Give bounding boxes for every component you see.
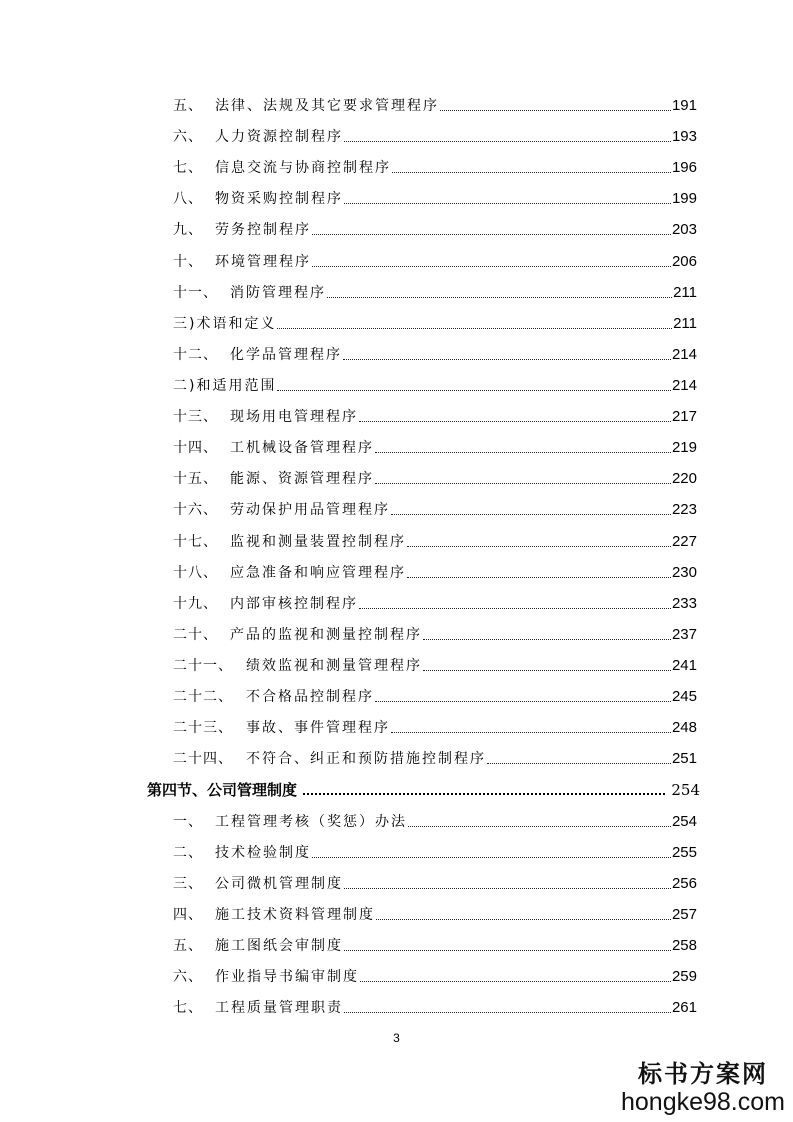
toc-entry-title: 作业指导书编审制度 — [215, 969, 359, 985]
toc-entry-title: 工机械设备管理程序 — [230, 440, 374, 456]
toc-entry-title: 技术检验制度 — [215, 845, 311, 861]
toc-entry-title: 工程质量管理职责 — [215, 1000, 343, 1016]
toc-entry-page: 259 — [671, 968, 697, 985]
toc-entry-number: 六、 — [173, 129, 203, 145]
toc-entry[interactable] — [173, 564, 697, 582]
toc-entry-number: 十八、 — [173, 565, 218, 581]
toc-entry-number: 二十二、 — [173, 689, 233, 705]
toc-entry-page: 211 — [673, 315, 697, 332]
toc-dot-leader — [423, 638, 671, 640]
toc-entry[interactable] — [173, 906, 697, 924]
toc-entry-title: 绩效监视和测量管理程序 — [246, 658, 422, 674]
toc-dot-leader — [303, 792, 665, 795]
toc-entry-title: 事故、事件管理程序 — [246, 720, 390, 736]
toc-entry[interactable] — [173, 159, 697, 177]
toc-entry-page: 254 — [671, 813, 697, 830]
toc-entry-title: 监视和测量装置控制程序 — [230, 534, 406, 550]
toc-entry-title: 不合格品控制程序 — [246, 689, 374, 705]
toc-entry-title: 能源、资源管理程序 — [230, 471, 374, 487]
toc-entry-title: 内部审核控制程序 — [230, 596, 358, 612]
toc-dot-leader — [360, 980, 671, 982]
toc-entry[interactable] — [173, 408, 697, 426]
toc-dot-leader — [376, 918, 671, 920]
toc-entry-number: 十九、 — [173, 596, 218, 612]
toc-entry-title: 第四节、公司管理制度 — [147, 781, 298, 799]
toc-entry-number: 二、 — [173, 845, 203, 861]
toc-entry-title: 现场用电管理程序 — [230, 409, 358, 425]
toc-entry-number: 八、 — [173, 191, 203, 207]
toc-entry-number: 二十四、 — [173, 751, 233, 767]
toc-dot-leader — [407, 545, 671, 547]
toc-entry-number: 七、 — [173, 160, 203, 176]
toc-entry-page: 193 — [671, 128, 697, 145]
toc-entry[interactable] — [173, 750, 697, 768]
toc-entry[interactable] — [147, 781, 700, 799]
toc-dot-leader — [344, 887, 671, 889]
toc-entry[interactable] — [173, 253, 697, 271]
toc-entry-page: 196 — [671, 159, 697, 176]
toc-entry-number: 一、 — [173, 814, 203, 830]
toc-dot-leader — [277, 389, 671, 391]
toc-entry-page: 227 — [671, 533, 697, 550]
toc-entry[interactable] — [173, 875, 697, 893]
toc-entry-number: 四、 — [173, 907, 203, 923]
toc-entry-number: 十五、 — [173, 471, 218, 487]
toc-entry-page: 214 — [671, 346, 697, 363]
toc-entry-page: 223 — [671, 501, 697, 518]
toc-entry-number: 十二、 — [173, 347, 218, 363]
toc-entry-page: 191 — [671, 97, 697, 114]
toc-entry[interactable] — [173, 719, 697, 737]
toc-entry-title: 化学品管理程序 — [230, 347, 342, 363]
toc-entry-page: 254 — [671, 781, 700, 799]
toc-entry-number: 二十三、 — [173, 720, 233, 736]
toc-entry-page: 199 — [671, 190, 697, 207]
toc-entry-title: 环境管理程序 — [215, 254, 311, 270]
toc-entry-number: 三、 — [173, 876, 203, 892]
site-watermark — [621, 1060, 785, 1116]
toc-dot-leader — [407, 576, 671, 578]
toc-entry-title: 人力资源控制程序 — [215, 129, 343, 145]
toc-entry-page: 241 — [671, 657, 697, 674]
toc-entry-title: 不符合、纠正和预防措施控制程序 — [246, 751, 486, 767]
toc-entry-number: 九、 — [173, 222, 203, 238]
toc-entry-title: 劳务控制程序 — [215, 222, 311, 238]
toc-entry-page: 203 — [671, 221, 697, 238]
toc-entry-page: 230 — [671, 564, 697, 581]
toc-entry[interactable] — [173, 190, 697, 208]
toc-dot-leader — [343, 358, 671, 360]
toc-entry-page: 255 — [671, 844, 697, 861]
toc-entry[interactable] — [173, 377, 697, 395]
toc-entry-number: 十、 — [173, 254, 203, 270]
toc-entry-page: 257 — [671, 906, 697, 923]
toc-entry-page: 220 — [671, 470, 697, 487]
toc-entry-title: 劳动保护用品管理程序 — [230, 502, 390, 518]
toc-entry-title: 消防管理程序 — [230, 285, 326, 301]
toc-entry-title: 应急准备和响应管理程序 — [230, 565, 406, 581]
toc-entry-number: 二十一、 — [173, 658, 233, 674]
toc-entry-title: 工程管理考核（奖惩）办法 — [215, 814, 407, 830]
toc-entry[interactable] — [173, 128, 697, 146]
toc-entry[interactable] — [173, 999, 697, 1017]
toc-entry-title: 三)术语和定义 — [173, 316, 277, 332]
toc-dot-leader — [391, 731, 671, 733]
toc-entry[interactable] — [173, 688, 697, 706]
toc-dot-leader — [312, 265, 671, 267]
toc-entry[interactable] — [173, 221, 697, 239]
toc-entry-title: 法律、法规及其它要求管理程序 — [215, 98, 439, 114]
toc-dot-leader — [359, 420, 671, 422]
page-number: 3 — [393, 1031, 400, 1045]
toc-entry[interactable] — [173, 595, 697, 613]
toc-dot-leader — [375, 482, 671, 484]
toc-dot-leader — [344, 202, 671, 204]
toc-entry[interactable] — [173, 501, 697, 519]
toc-dot-leader — [277, 327, 672, 329]
toc-entry-page: 237 — [671, 626, 697, 643]
toc-entry[interactable] — [173, 533, 697, 551]
toc-entry-number: 七、 — [173, 1000, 203, 1016]
toc-entry[interactable] — [173, 937, 697, 955]
toc-dot-leader — [359, 607, 671, 609]
toc-entry-page: 245 — [671, 688, 697, 705]
toc-dot-leader — [344, 1011, 671, 1013]
toc-entry-title: 施工图纸会审制度 — [215, 938, 343, 954]
toc-entry[interactable] — [173, 844, 697, 862]
toc-entry-page: 233 — [671, 595, 697, 612]
toc-entry-number: 十四、 — [173, 440, 218, 456]
toc-entry-page: 214 — [671, 377, 697, 394]
toc-entry-page: 251 — [671, 750, 697, 767]
toc-entry-title: 物资采购控制程序 — [215, 191, 343, 207]
toc-entry[interactable] — [173, 284, 697, 302]
toc-entry-title: 公司微机管理制度 — [215, 876, 343, 892]
toc-dot-leader — [487, 762, 671, 764]
toc-dot-leader — [423, 669, 671, 671]
toc-entry-page: 256 — [671, 875, 697, 892]
toc-entry[interactable] — [173, 657, 697, 675]
toc-dot-leader — [408, 825, 671, 827]
toc-entry-title: 二)和适用范围 — [173, 378, 277, 394]
toc-entry-number: 十一、 — [173, 285, 218, 301]
toc-entry[interactable] — [173, 470, 697, 488]
toc-entry-page: 248 — [671, 719, 697, 736]
watermark-url-text: hongke98.com — [620, 1088, 785, 1116]
toc-dot-leader — [375, 700, 671, 702]
toc-entry-page: 261 — [671, 999, 697, 1016]
toc-entry[interactable] — [173, 626, 697, 644]
toc-entry[interactable] — [173, 968, 697, 986]
toc-dot-leader — [312, 856, 671, 858]
toc-entry-page: 206 — [671, 253, 697, 270]
toc-dot-leader — [327, 296, 672, 298]
toc-entry-page: 219 — [671, 439, 697, 456]
toc-entry-number: 十六、 — [173, 502, 218, 518]
toc-entry[interactable] — [173, 346, 697, 364]
toc-entry[interactable] — [173, 813, 697, 831]
toc-dot-leader — [344, 140, 671, 142]
toc-dot-leader — [375, 451, 671, 453]
toc-entry-number: 六、 — [173, 969, 203, 985]
toc-dot-leader — [344, 949, 671, 951]
toc-entry-page: 217 — [671, 408, 697, 425]
toc-entry[interactable] — [173, 97, 697, 115]
watermark-cn-text: 标书方案网 — [637, 1059, 768, 1088]
toc-entry-number: 五、 — [173, 938, 203, 954]
toc-entry-number: 五、 — [173, 98, 203, 114]
toc-dot-leader — [312, 233, 671, 235]
toc-entry[interactable] — [173, 439, 697, 457]
toc-dot-leader — [391, 513, 671, 515]
toc-dot-leader — [392, 171, 671, 173]
toc-entry-title: 信息交流与协商控制程序 — [215, 160, 391, 176]
toc-entry-number: 二十、 — [173, 627, 218, 643]
toc-entry-number: 十三、 — [173, 409, 218, 425]
toc-entry-title: 施工技术资料管理制度 — [215, 907, 375, 923]
toc-entry[interactable] — [173, 315, 697, 333]
toc-entry-page: 211 — [673, 284, 697, 301]
toc-entry-title: 产品的监视和测量控制程序 — [230, 627, 422, 643]
toc-dot-leader — [440, 109, 671, 111]
toc-entry-page: 258 — [671, 937, 697, 954]
toc-entry-number: 十七、 — [173, 534, 218, 550]
